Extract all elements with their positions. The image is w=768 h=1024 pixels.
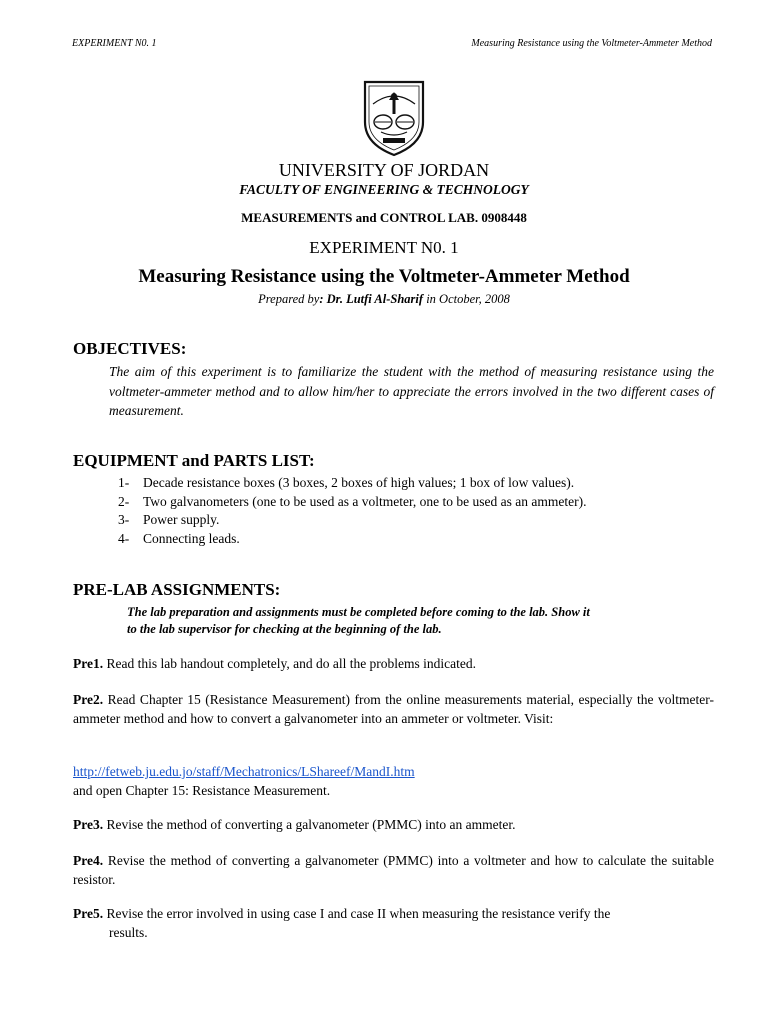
pre2-link-block bbox=[73, 762, 714, 800]
list-item bbox=[118, 530, 587, 549]
university-name: UNIVERSITY OF JORDAN bbox=[278, 160, 490, 180]
pre5-text: Revise the error involved in using case I and case II when measuring the resistance verify the bbox=[103, 906, 611, 921]
list-number: 1- bbox=[118, 475, 130, 490]
pre2-after-link: and open Chapter 15: Resistance Measurement. bbox=[73, 783, 331, 798]
pre3-paragraph bbox=[73, 815, 714, 834]
prelab-intro-line: to the lab supervisor for checking at the beginning of the lab. bbox=[127, 622, 442, 636]
chapter-link[interactable]: http://fetweb.ju.edu.jo/staff/Mechatronics/LShareef/MandI.htm bbox=[73, 764, 415, 779]
faculty-name: FACULTY OF ENGINEERING & TECHNOLOGY bbox=[239, 182, 529, 197]
prepared-author: : Dr. Lutfi Al-Sharif bbox=[319, 292, 424, 306]
pre5-paragraph bbox=[73, 904, 714, 942]
objectives-text: The aim of this experiment is to familiarize the student with the method of measuring resistance using the voltmeter-ammeter method and to allow him/her to appreciate the errors involved in the two different cases of measurement. bbox=[109, 364, 714, 418]
pre4-label: Pre4. bbox=[73, 853, 104, 868]
running-header-right: Measuring Resistance using the Voltmeter-Ammeter Method bbox=[471, 38, 712, 49]
prelab-intro bbox=[127, 604, 687, 638]
equipment-heading: EQUIPMENT and PARTS LIST: bbox=[73, 451, 315, 470]
equipment-list bbox=[118, 474, 587, 548]
list-item bbox=[118, 474, 587, 493]
prepared-date: in October, 2008 bbox=[423, 292, 510, 306]
lab-name: MEASUREMENTS and CONTROL LAB. 0908448 bbox=[241, 210, 527, 225]
list-text: Two galvanometers (one to be used as a voltmeter, one to be used as an ammeter). bbox=[143, 493, 587, 509]
list-text: Power supply. bbox=[143, 512, 220, 527]
prepared-by-line bbox=[0, 292, 768, 307]
university-crest-logo bbox=[359, 78, 429, 158]
pre3-text: Revise the method of converting a galvanometer (PMMC) into an ammeter. bbox=[103, 817, 516, 832]
list-item bbox=[118, 493, 587, 512]
list-number: 2- bbox=[118, 493, 130, 509]
list-text: Connecting leads. bbox=[143, 530, 240, 546]
prepared-prefix: Prepared by bbox=[258, 292, 320, 306]
pre3-label: Pre3. bbox=[73, 817, 104, 832]
list-text: Decade resistance boxes (3 boxes, 2 boxes of high values; 1 box of low values). bbox=[143, 475, 575, 490]
pre4-text: Revise the method of converting a galvanometer (PMMC) into a voltmeter and how to calculate the suitable resistor. bbox=[73, 853, 714, 887]
running-header-left: EXPERIMENT N0. 1 bbox=[72, 38, 157, 49]
list-number: 4- bbox=[118, 530, 130, 546]
pre1-label: Pre1. bbox=[73, 656, 104, 671]
pre2-paragraph bbox=[73, 690, 714, 728]
prelab-intro-line: The lab preparation and assignments must be completed before coming to the lab. Show it bbox=[127, 605, 590, 619]
pre5-text-cont: results. bbox=[109, 925, 148, 940]
objectives-heading: OBJECTIVES: bbox=[73, 339, 187, 358]
pre4-paragraph bbox=[73, 851, 714, 889]
pre1-text: Read this lab handout completely, and do all the problems indicated. bbox=[103, 656, 477, 671]
experiment-number: EXPERIMENT N0. 1 bbox=[309, 238, 459, 257]
pre2-label: Pre2. bbox=[73, 692, 104, 707]
list-number: 3- bbox=[118, 512, 130, 527]
pre5-label: Pre5. bbox=[73, 906, 104, 921]
document-title: Measuring Resistance using the Voltmeter-Ammeter Method bbox=[138, 266, 630, 287]
list-item bbox=[118, 511, 587, 530]
prelab-heading: PRE-LAB ASSIGNMENTS: bbox=[73, 580, 281, 599]
pre2-text: Read Chapter 15 (Resistance Measurement) from the online measurements material, especially the voltmeter-ammeter method and how to convert a galvanometer into an ammeter or voltmeter. Visit: bbox=[73, 692, 714, 726]
pre1-paragraph bbox=[73, 654, 714, 673]
